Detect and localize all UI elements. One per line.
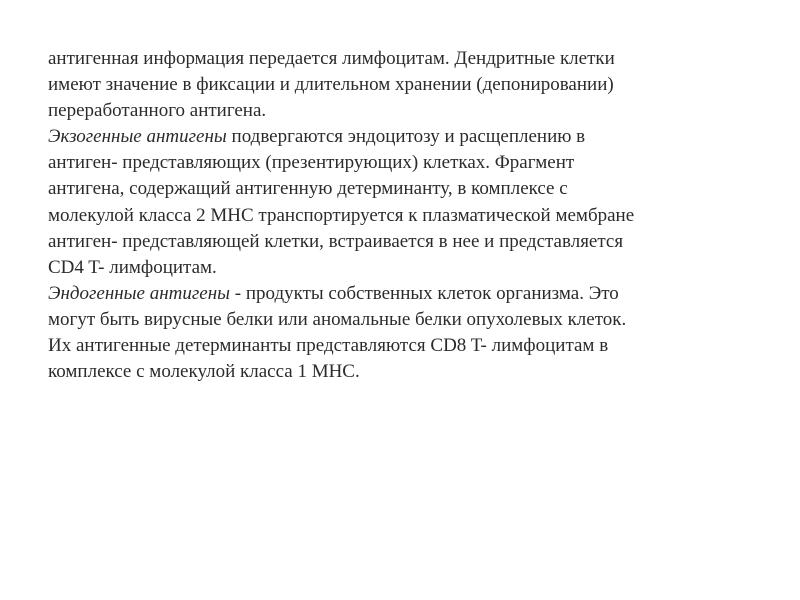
text-line-9 (48, 255, 768, 281)
line-text: имеют значение в фиксации и длительном хранении (депонировании) (48, 74, 614, 96)
body-text (48, 46, 768, 385)
italic-term-endogenous: Эндогенные антигены (48, 282, 231, 304)
text-line-5 (48, 150, 768, 176)
text-line-4 (48, 124, 768, 150)
text-line-7 (48, 203, 768, 229)
line-text: переработанного антигена. (48, 100, 267, 122)
line-text: антигена, содержащий антигенную детерминанту, в комплексе с (48, 178, 568, 200)
line-text: комплексе с молекулой класса 1 MHC. (48, 361, 360, 383)
text-line-3 (48, 98, 768, 124)
line-text: антигенная информация передается лимфоцитам. Дендритные клетки (48, 48, 615, 69)
text-line-6 (48, 176, 768, 202)
text-line-11 (48, 307, 768, 333)
text-line-10 (48, 281, 768, 307)
text-line-2 (48, 72, 768, 98)
text-line-13 (48, 359, 768, 385)
line-text: антиген- представляющей клетки, встраивается в нее и представляется (48, 230, 624, 252)
italic-term-exogenous: Экзогенные антигены (48, 126, 227, 148)
line-text: Их антигенные детерминанты представляются CD8 T- лимфоцитам в (48, 335, 609, 357)
text-line-1 (48, 46, 768, 72)
line-text: CD4 T- лимфоцитам. (48, 256, 217, 278)
line-text: антиген- представляющих (презентирующих) клетках. Фрагмент (48, 152, 575, 174)
text-line-12 (48, 333, 768, 359)
text-line-8 (48, 229, 768, 255)
line-text: молекулой класса 2 MHC транспортируется к плазматической мембране (48, 204, 635, 226)
line-text: подвергаются эндоцитозу и расщеплению в (226, 126, 586, 148)
line-text: - продукты собственных клеток организма. Это (230, 282, 619, 304)
line-text: могут быть вирусные белки или аномальные белки опухолевых клеток. (48, 308, 627, 330)
